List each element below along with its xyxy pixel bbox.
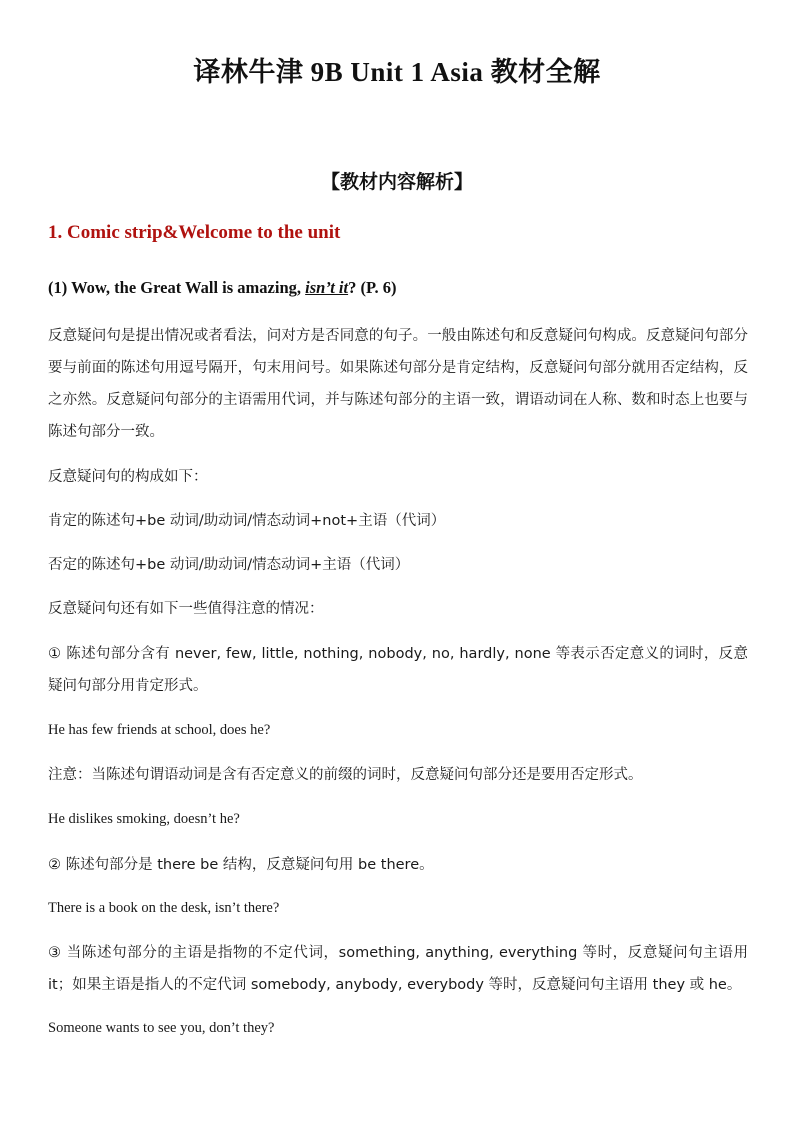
explanation-paragraph: 反意疑问句是提出情况或者看法，问对方是否同意的句子。一般由陈述句和反意疑问句构成。反意疑问句部分要与前面的陈述句用逗号隔开，句末用问号。如果陈述句部分是肯定结构，反意疑问句部分就用否定结构，反之亦然。反意疑问句部分的主语需用代词，并与陈述句部分的主语一致，谓语动词在人称、数和时态上也要与陈述句部分一致。 (48, 328, 748, 440)
rule-2: ② 陈述句部分是 there be 结构，反意疑问句用 be there。 (48, 857, 434, 873)
example-2: He dislikes smoking, doesn’t he? (48, 811, 240, 827)
notes-intro: 反意疑问句还有如下一些值得注意的情况： (48, 601, 324, 617)
structure-negative: 否定的陈述句+be 动词/助动词/情态动词+主语（代词） (48, 557, 410, 573)
note: 注意：当陈述句谓语动词是含有否定意义的前缀的词时，反意疑问句部分还是要用否定形式。 (48, 767, 643, 783)
structure-intro: 反意疑问句的构成如下： (48, 469, 208, 485)
subheading: 1. Comic strip&Welcome to the unit (48, 222, 341, 243)
example-4: Someone wants to see you, don’t they? (48, 1020, 275, 1036)
example-1: He has few friends at school, does he? (48, 722, 271, 738)
question-suffix: ? (P. 6) (348, 278, 397, 297)
rule-3: ③ 当陈述句部分的主语是指物的不定代词，something, anything, everything 等时，反意疑问句主语用 it；如果主语是指人的不定代词 somebody, anybody, everybody 等时，反意疑问句主语用 they 或 he。 (48, 945, 748, 993)
question-line (48, 278, 397, 298)
example-3: There is a book on the desk, isn’t there? (48, 900, 280, 916)
section-heading: 【教材内容解析】 (320, 172, 473, 193)
document-title: 译林牛津 9B Unit 1 Asia 教材全解 (193, 57, 601, 87)
question-text: (1) Wow, the Great Wall is amazing, (48, 278, 306, 297)
question-tag: isn’t it (305, 278, 349, 297)
rule-1: ① 陈述句部分含有 never, few, little, nothing, nobody, no, hardly, none 等表示否定意义的词时，反意疑问句部分用肯定形式。 (48, 646, 748, 694)
structure-positive: 肯定的陈述句+be 动词/助动词/情态动词+not+主语（代词） (48, 513, 446, 529)
